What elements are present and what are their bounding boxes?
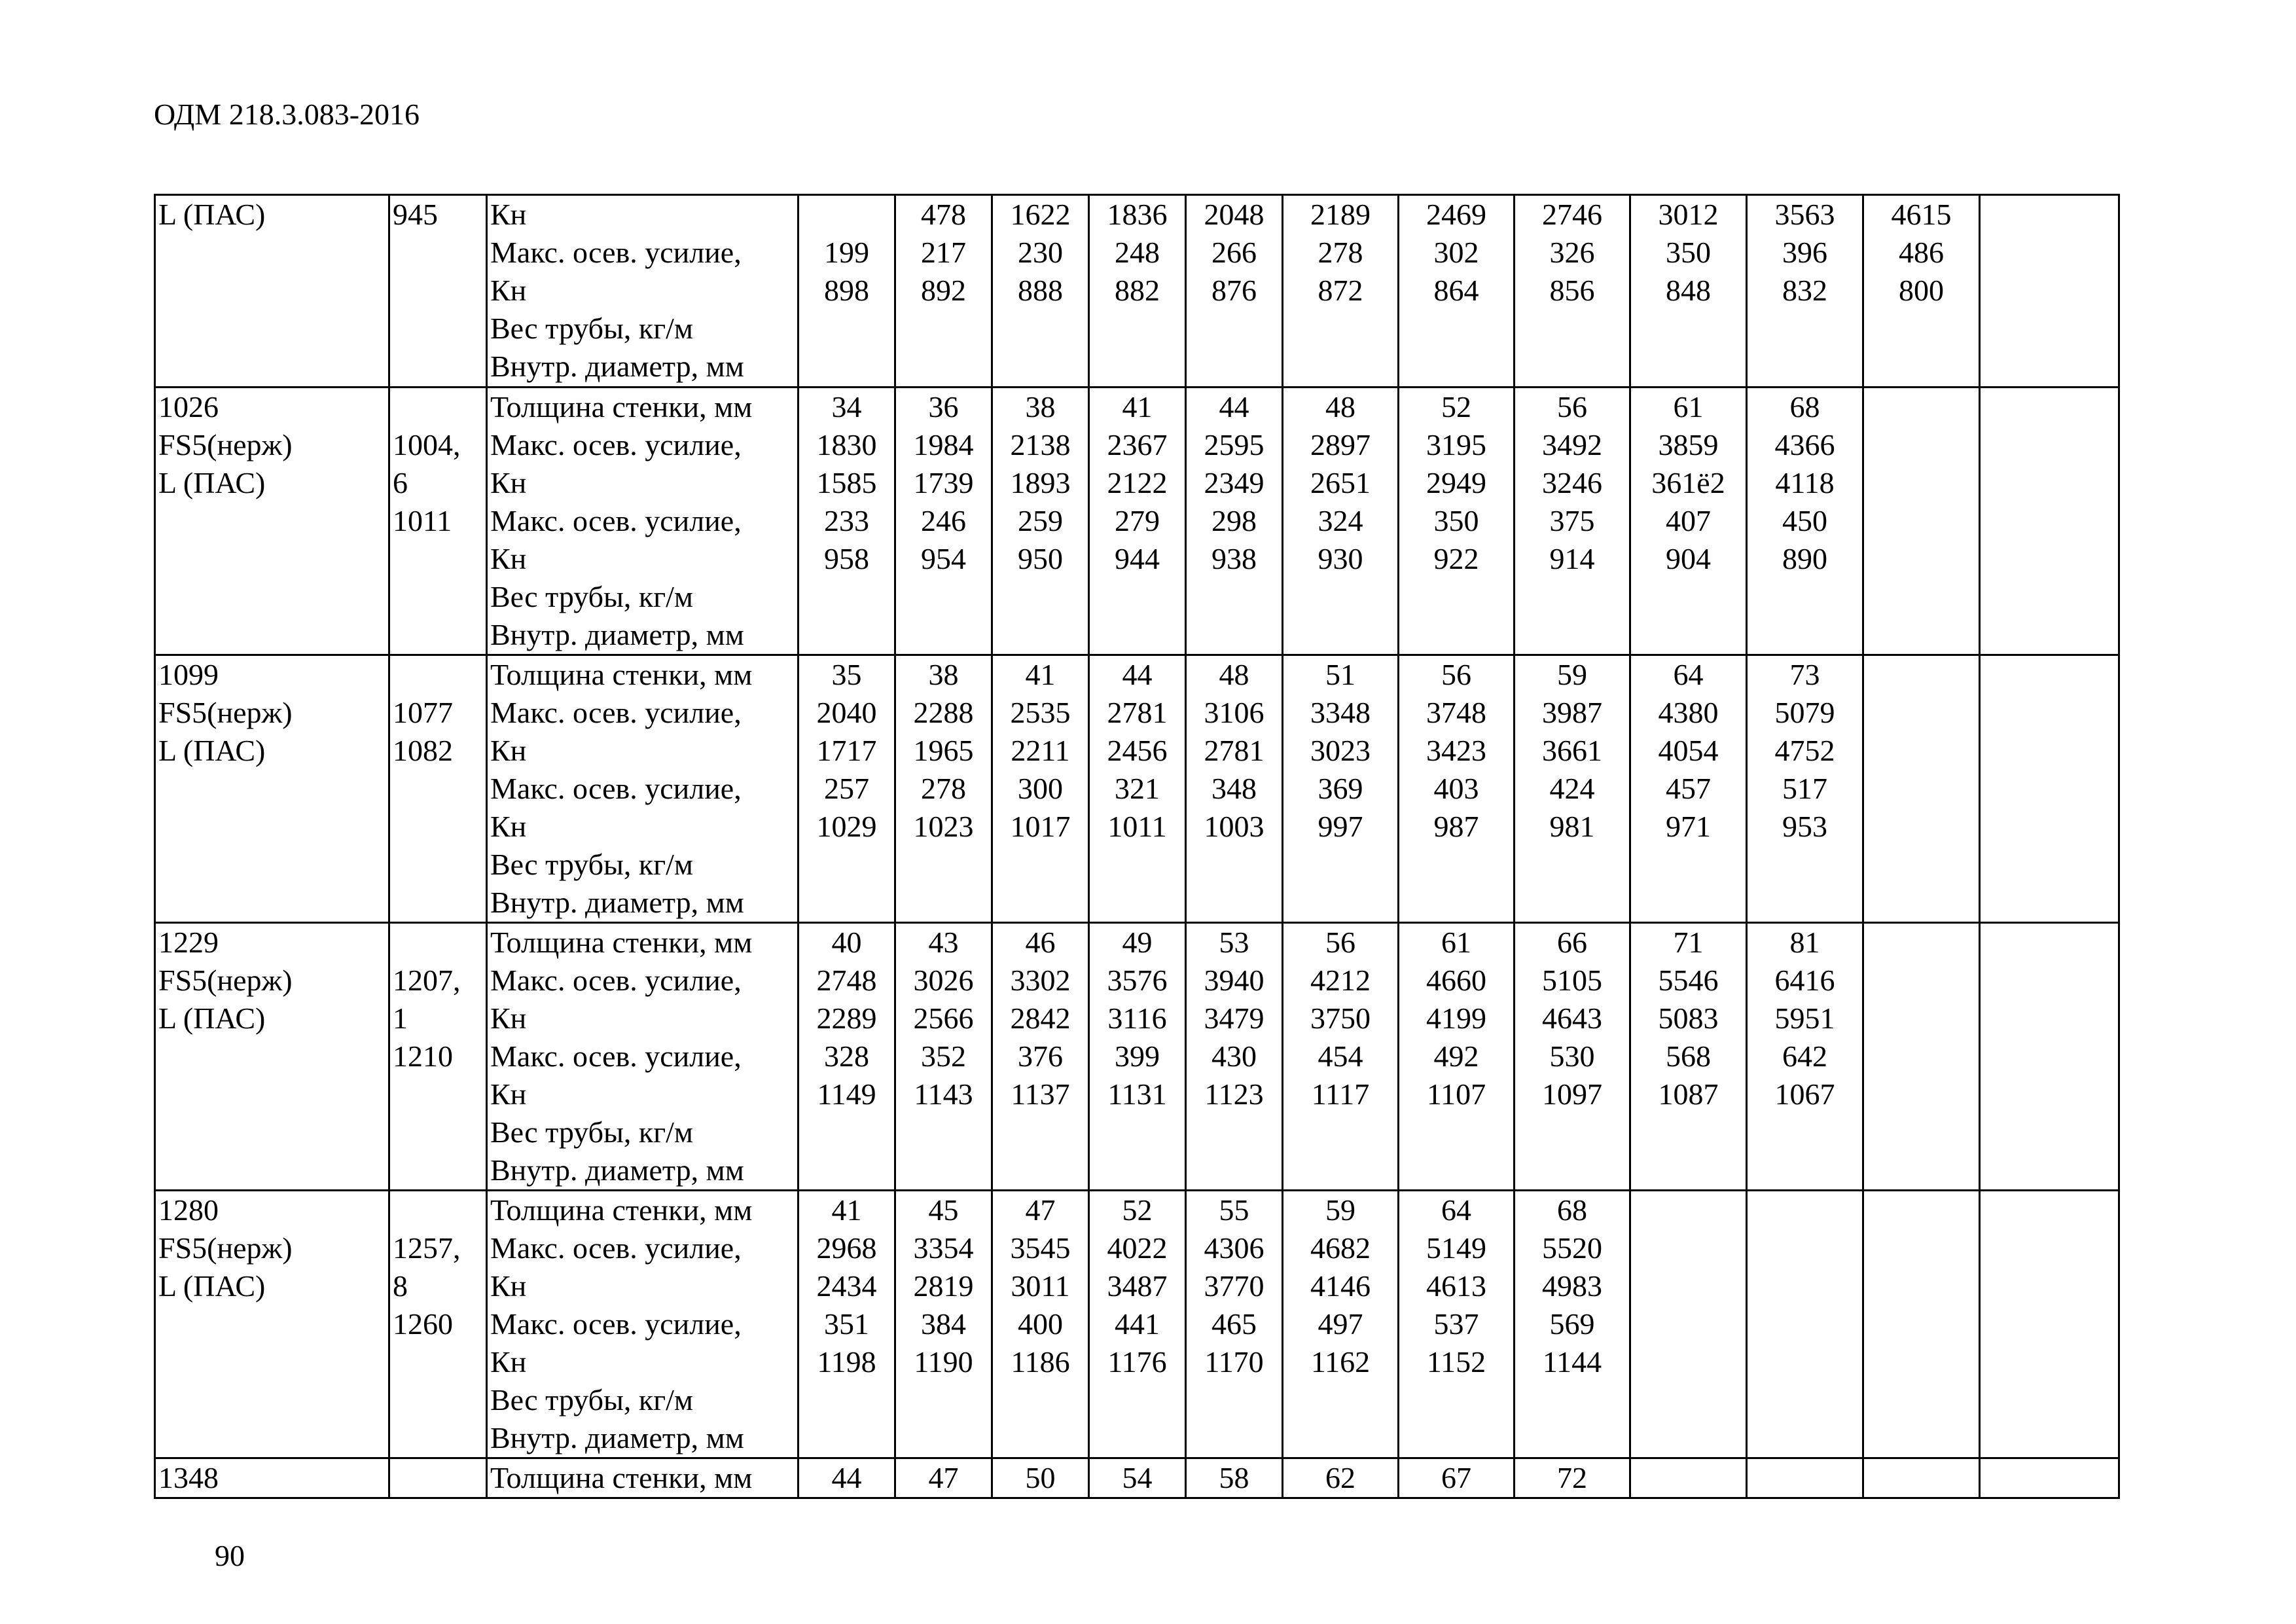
value-cell: 1836 248 882 <box>1089 195 1186 388</box>
value-cell <box>1980 1458 2119 1498</box>
value-cell: 64 4380 4054 457 971 <box>1630 655 1747 923</box>
value-cell: 54 <box>1089 1458 1186 1498</box>
pipe-diameter-cell: 1257, 8 1260 <box>389 1191 487 1458</box>
value-cell: 59 4682 4146 497 1162 <box>1283 1191 1399 1458</box>
value-cell: 66 5105 4643 530 1097 <box>1515 923 1630 1191</box>
value-cell: 199 898 <box>798 195 895 388</box>
value-cell <box>1863 388 1980 655</box>
value-cell: 46 3302 2842 376 1137 <box>992 923 1089 1191</box>
value-cell: 52 3195 2949 350 922 <box>1399 388 1515 655</box>
value-cell: 56 3748 3423 403 987 <box>1399 655 1515 923</box>
parameter-names-cell: Кн Макс. осев. усилие, Кн Вес трубы, кг/м Внутр. диаметр, мм <box>487 195 798 388</box>
value-cell: 68 5520 4983 569 1144 <box>1515 1191 1630 1458</box>
value-cell: 59 3987 3661 424 981 <box>1515 655 1630 923</box>
pipe-specs-table <box>154 194 2120 1499</box>
parameter-names-cell: Толщина стенки, мм Макс. осев. усилие, Кн Макс. осев. усилие, Кн Вес трубы, кг/м Внутр. диаметр, мм <box>487 923 798 1191</box>
pipe-type-cell: L (ПАС) <box>155 195 389 388</box>
value-cell: 72 <box>1515 1458 1630 1498</box>
value-cell: 51 3348 3023 369 997 <box>1283 655 1399 923</box>
value-cell: 67 <box>1399 1458 1515 1498</box>
value-cell: 36 1984 1739 246 954 <box>895 388 992 655</box>
value-cell: 48 3106 2781 348 1003 <box>1186 655 1283 923</box>
parameter-names-cell: Толщина стенки, мм Макс. осев. усилие, Кн Макс. осев. усилие, Кн Вес трубы, кг/м Внутр. диаметр, мм <box>487 1191 798 1458</box>
value-cell: 44 <box>798 1458 895 1498</box>
value-cell: 38 2288 1965 278 1023 <box>895 655 992 923</box>
value-cell: 73 5079 4752 517 953 <box>1747 655 1863 923</box>
value-cell: 50 <box>992 1458 1089 1498</box>
value-cell <box>1747 1458 1863 1498</box>
value-cell: 56 4212 3750 454 1117 <box>1283 923 1399 1191</box>
value-cell <box>1863 1458 1980 1498</box>
value-cell: 3012 350 848 <box>1630 195 1747 388</box>
pipe-diameter-cell: 1077 1082 <box>389 655 487 923</box>
value-cell <box>1980 1191 2119 1458</box>
value-cell: 45 3354 2819 384 1190 <box>895 1191 992 1458</box>
pipe-diameter-cell <box>389 1458 487 1498</box>
value-cell <box>1863 655 1980 923</box>
pipe-diameter-cell: 1004, 6 1011 <box>389 388 487 655</box>
value-cell: 4615 486 800 <box>1863 195 1980 388</box>
value-cell: 41 2968 2434 351 1198 <box>798 1191 895 1458</box>
table-row <box>155 655 2119 923</box>
value-cell: 48 2897 2651 324 930 <box>1283 388 1399 655</box>
pipe-type-cell: 1280 FS5(нерж) L (ПАС) <box>155 1191 389 1458</box>
value-cell: 47 <box>895 1458 992 1498</box>
value-cell: 41 2535 2211 300 1017 <box>992 655 1089 923</box>
value-cell <box>1863 1191 1980 1458</box>
value-cell: 2469 302 864 <box>1399 195 1515 388</box>
pipe-diameter-cell: 945 <box>389 195 487 388</box>
value-cell: 2189 278 872 <box>1283 195 1399 388</box>
value-cell: 55 4306 3770 465 1170 <box>1186 1191 1283 1458</box>
value-cell <box>1863 923 1980 1191</box>
parameter-names-cell: Толщина стенки, мм Макс. осев. усилие, Кн Макс. осев. усилие, Кн Вес трубы, кг/м Внутр. диаметр, мм <box>487 388 798 655</box>
value-cell: 34 1830 1585 233 958 <box>798 388 895 655</box>
value-cell: 68 4366 4118 450 890 <box>1747 388 1863 655</box>
value-cell: 61 3859 361ё2 407 904 <box>1630 388 1747 655</box>
value-cell: 47 3545 3011 400 1186 <box>992 1191 1089 1458</box>
value-cell: 41 2367 2122 279 944 <box>1089 388 1186 655</box>
value-cell: 2048 266 876 <box>1186 195 1283 388</box>
table-row <box>155 923 2119 1191</box>
value-cell: 49 3576 3116 399 1131 <box>1089 923 1186 1191</box>
table-row <box>155 1458 2119 1498</box>
value-cell <box>1747 1191 1863 1458</box>
parameter-names-cell: Толщина стенки, мм <box>487 1458 798 1498</box>
value-cell: 478 217 892 <box>895 195 992 388</box>
value-cell <box>1630 1191 1747 1458</box>
value-cell: 38 2138 1893 259 950 <box>992 388 1089 655</box>
value-cell: 40 2748 2289 328 1149 <box>798 923 895 1191</box>
value-cell: 43 3026 2566 352 1143 <box>895 923 992 1191</box>
value-cell: 44 2595 2349 298 938 <box>1186 388 1283 655</box>
value-cell: 58 <box>1186 1458 1283 1498</box>
value-cell: 53 3940 3479 430 1123 <box>1186 923 1283 1191</box>
table-row <box>155 388 2119 655</box>
value-cell: 71 5546 5083 568 1087 <box>1630 923 1747 1191</box>
value-cell: 64 5149 4613 537 1152 <box>1399 1191 1515 1458</box>
value-cell: 61 4660 4199 492 1107 <box>1399 923 1515 1191</box>
value-cell: 44 2781 2456 321 1011 <box>1089 655 1186 923</box>
value-cell: 81 6416 5951 642 1067 <box>1747 923 1863 1191</box>
value-cell: 1622 230 888 <box>992 195 1089 388</box>
table-row <box>155 195 2119 388</box>
pipe-type-cell: 1026 FS5(нерж) L (ПАС) <box>155 388 389 655</box>
parameter-names-cell: Толщина стенки, мм Макс. осев. усилие, Кн Макс. осев. усилие, Кн Вес трубы, кг/м Внутр. диаметр, мм <box>487 655 798 923</box>
value-cell: 62 <box>1283 1458 1399 1498</box>
pipe-diameter-cell: 1207, 1 1210 <box>389 923 487 1191</box>
value-cell <box>1980 195 2119 388</box>
table-row <box>155 1191 2119 1458</box>
pipe-type-cell: 1348 <box>155 1458 389 1498</box>
value-cell <box>1980 388 2119 655</box>
pipe-type-cell: 1099 FS5(нерж) L (ПАС) <box>155 655 389 923</box>
value-cell: 56 3492 3246 375 914 <box>1515 388 1630 655</box>
page-number: 90 <box>215 1539 245 1572</box>
document-header: ОДМ 218.3.083-2016 <box>154 98 420 131</box>
value-cell: 2746 326 856 <box>1515 195 1630 388</box>
value-cell: 3563 396 832 <box>1747 195 1863 388</box>
value-cell: 35 2040 1717 257 1029 <box>798 655 895 923</box>
value-cell <box>1980 655 2119 923</box>
value-cell: 52 4022 3487 441 1176 <box>1089 1191 1186 1458</box>
pipe-type-cell: 1229 FS5(нерж) L (ПАС) <box>155 923 389 1191</box>
value-cell <box>1980 923 2119 1191</box>
value-cell <box>1630 1458 1747 1498</box>
